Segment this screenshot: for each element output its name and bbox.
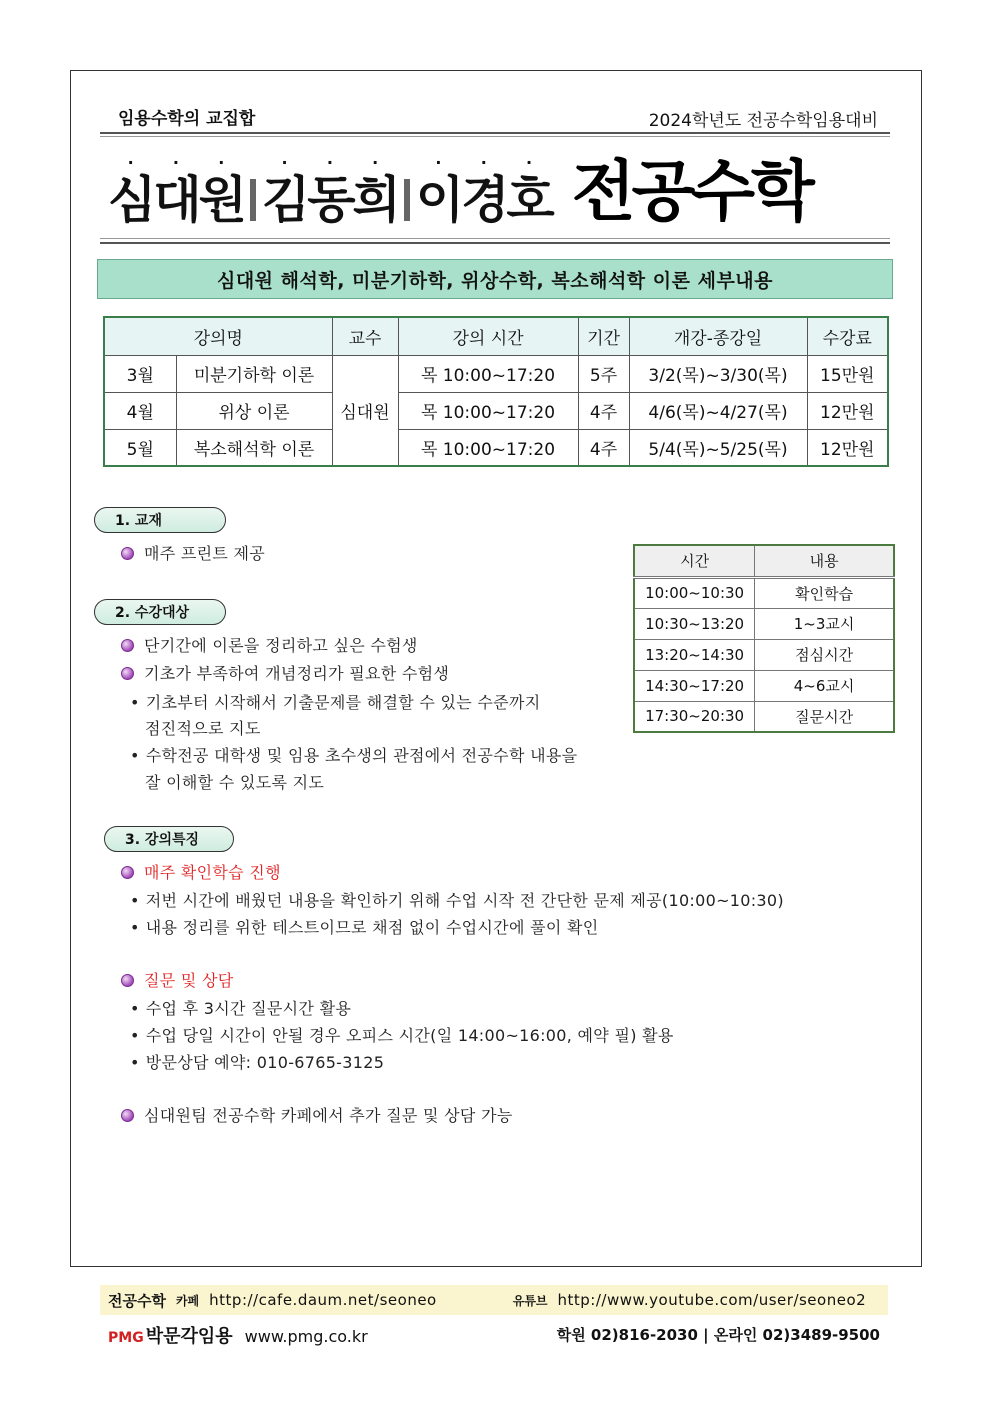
sub-list-item: • 내용 정리를 위한 테스트이므로 채점 없이 수업시간에 풀이 확인 [130,918,599,937]
feature-heading: 질문 및 상담 [121,968,234,991]
emphasis-dots: · · · [127,153,225,172]
dot-bullet-icon: • [130,891,140,910]
header-period: 기간 [578,317,629,355]
sub-list-item: • 저번 시간에 배웠던 내용을 확인하기 위해 수업 시작 전 간단한 문제 제공(10:00~10:30) [130,891,784,910]
emphasis-dots: · · · [435,153,533,172]
youtube-link[interactable]: http://www.youtube.com/user/seoneo2 [557,1291,867,1309]
header-professor: 교수 [332,317,398,355]
main-title: 전공수학 [571,153,811,230]
fee-cell: 12만원 [807,392,888,429]
feature-heading: 매주 확인학습 진행 [121,860,281,883]
ball-bullet-icon [121,667,134,680]
table-row [634,670,894,701]
sub-list-item: • 방문상담 예약: 010-6765-3125 [130,1053,385,1072]
emphasis-dots: · · · [281,153,379,172]
instructor-name-2: · · · 김동희 [261,153,398,229]
ball-bullet-icon [121,547,134,560]
dot-bullet-icon: • [130,999,140,1018]
dot-bullet-icon: • [130,746,140,765]
sub-list-item: • 수업 당일 시간이 안될 경우 오피스 시간(일 14:00~16:00, 예약 필) 활용 [130,1026,674,1045]
time-cell: 17:30~20:30 [634,701,755,732]
instructor-name-3: · · · 이경호 [415,153,552,229]
header-rule [100,132,890,134]
professor-cell: 심대원 [332,355,398,466]
cafe-label: 전공수학 [108,1291,166,1310]
dot-bullet-icon: • [130,1053,140,1072]
name-separator [404,179,410,221]
header-dates: 개강-종강일 [629,317,807,355]
period-cell: 4주 [578,429,629,466]
course-cell: 미분기하학 이론 [176,355,332,392]
section-3-heading: 3. 강의특징 [104,826,234,852]
title-rule [100,242,890,244]
sub-list-item: • 수업 후 3시간 질문시간 활용 [130,999,352,1018]
month-cell: 3월 [104,355,176,392]
table-header-row [104,317,888,355]
title-rule-thin [100,238,890,239]
fee-cell: 15만원 [807,355,888,392]
youtube-label: 유튜브 [512,1293,548,1308]
content-cell: 점심시간 [755,639,894,670]
dot-bullet-icon: • [130,693,140,712]
table-row [104,355,888,392]
dates-cell: 4/6(목)~4/27(목) [629,392,807,429]
brand-name: 박문각임용 [145,1326,233,1347]
time-cell: 목 10:00~17:20 [398,355,578,392]
time-cell: 14:30~17:20 [634,670,755,701]
table-row [634,701,894,732]
section-2-heading: 2. 수강대상 [94,599,226,625]
footer-links-bar [100,1285,888,1315]
list-item: 단기간에 이론을 정리하고 싶은 수험생 [121,633,418,656]
content-cell: 질문시간 [755,701,894,732]
publisher-info [108,1322,368,1348]
sub-list-item-continuation: 점진적으로 지도 [145,719,261,738]
time-cell: 목 10:00~17:20 [398,392,578,429]
timetable-header-row [634,545,894,577]
course-cell: 복소해석학 이론 [176,429,332,466]
schedule-table [103,316,889,467]
section-1-heading: 1. 교재 [94,507,226,533]
table-row [104,429,888,466]
table-row [634,577,894,608]
table-row [634,639,894,670]
year-label: 2024학년도 전공수학임용대비 [648,111,878,131]
period-cell: 5주 [578,355,629,392]
dot-bullet-icon: • [130,918,140,937]
time-cell: 10:00~10:30 [634,577,755,608]
subtitle-banner: 심대원 해석학, 미분기하학, 위상수학, 복소해석학 이론 세부내용 [97,259,893,299]
ball-bullet-icon [121,639,134,652]
sub-list-item-continuation: 잘 이해할 수 있도록 지도 [145,773,325,792]
content-cell: 4~6교시 [755,670,894,701]
dot-bullet-icon: • [130,1026,140,1045]
table-row [104,392,888,429]
time-cell: 13:20~14:30 [634,639,755,670]
month-cell: 5월 [104,429,176,466]
time-cell: 10:30~13:20 [634,608,755,639]
list-item: 심대원팀 전공수학 카페에서 추가 질문 및 상담 가능 [121,1103,513,1126]
contact-info: 학원 02)816-2030 | 온라인 02)3489-9500 [556,1326,880,1344]
header-rule-thin [100,136,890,137]
cafe-link[interactable]: http://cafe.daum.net/seoneo [209,1291,437,1309]
header-time: 강의 시간 [398,317,578,355]
cafe-small-label: 카페 [175,1293,200,1308]
list-item: 매주 프린트 제공 [121,541,265,564]
list-item: 기초가 부족하여 개념정리가 필요한 수험생 [121,661,449,684]
timetable-header-content: 내용 [755,545,894,577]
content-cell: 확인학습 [755,577,894,608]
sub-list-item: • 수학전공 대학생 및 임용 초수생의 관점에서 전공수학 내용을 [130,746,578,765]
header-course: 강의명 [104,317,332,355]
time-cell: 목 10:00~17:20 [398,429,578,466]
title-banner [108,150,811,230]
header-fee: 수강료 [807,317,888,355]
tagline: 임용수학의 교집합 [118,109,256,129]
ball-bullet-icon [121,974,134,987]
dates-cell: 3/2(목)~3/30(목) [629,355,807,392]
sub-list-item: • 기초부터 시작해서 기출문제를 해결할 수 있는 수준까지 [130,693,541,712]
content-cell: 1~3교시 [755,608,894,639]
course-cell: 위상 이론 [176,392,332,429]
dates-cell: 5/4(목)~5/25(목) [629,429,807,466]
fee-cell: 12만원 [807,429,888,466]
period-cell: 4주 [578,392,629,429]
timetable-header-time: 시간 [634,545,755,577]
ball-bullet-icon [121,1109,134,1122]
website-link[interactable]: www.pmg.co.kr [244,1327,368,1346]
month-cell: 4월 [104,392,176,429]
ball-bullet-icon [121,866,134,879]
name-separator [250,179,256,221]
pmg-logo: PMG [108,1330,144,1346]
instructor-name-1: · · · 심대원 [108,153,244,229]
timetable [633,544,895,733]
table-row [634,608,894,639]
